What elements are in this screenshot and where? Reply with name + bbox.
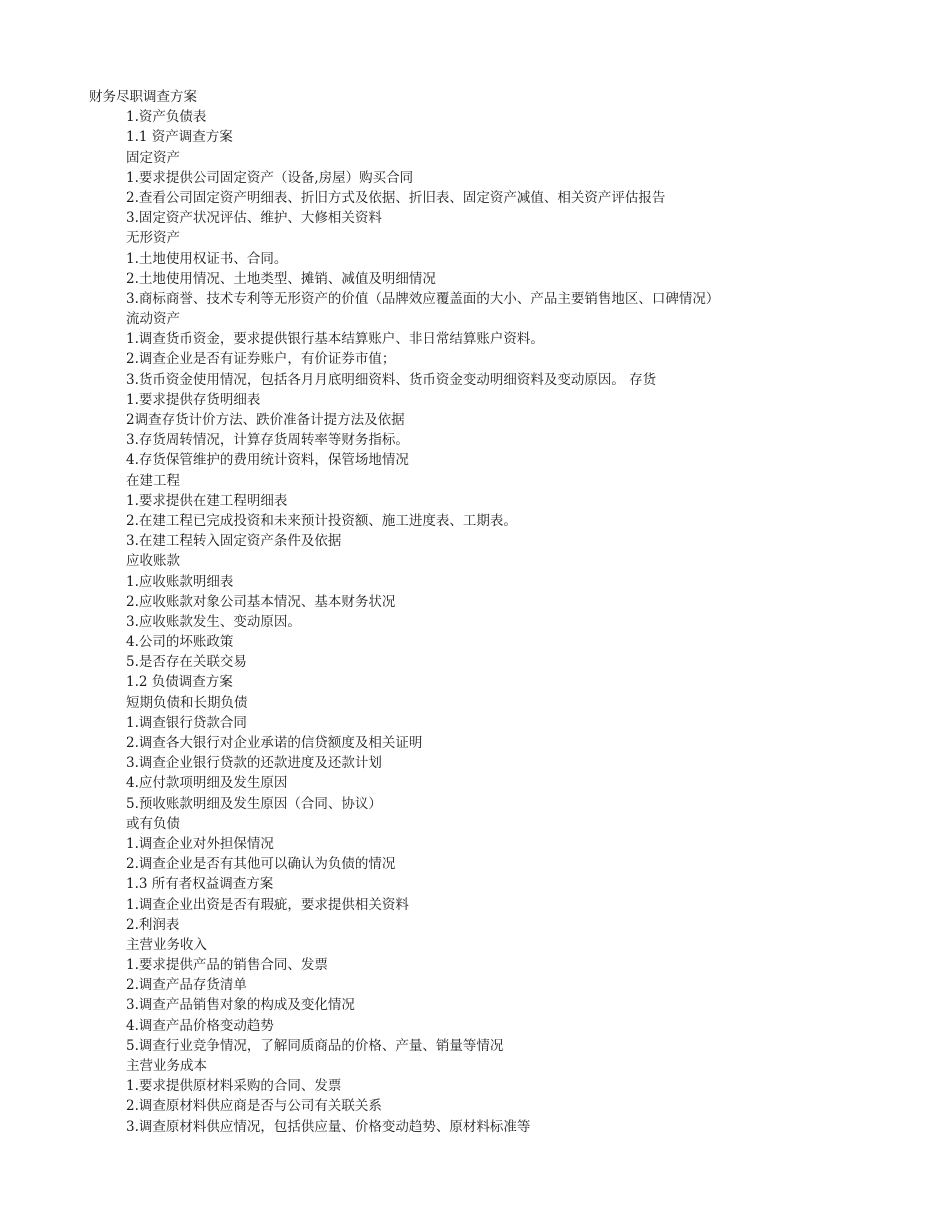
document-line: 4.应付款项明细及发生原因: [126, 775, 288, 792]
document-line: 或有负债: [126, 815, 180, 832]
document-line: 2.调查产品存货清单: [126, 977, 247, 994]
document-line: 3.应收账款发生、变动原因。: [126, 613, 301, 630]
document-line: 短期负债和长期负债: [126, 694, 248, 711]
document-line: 2.调查企业是否有其他可以确认为负债的情况: [126, 856, 396, 873]
document-line: 4.调查产品价格变动趋势: [126, 1017, 274, 1034]
document-line: 3.货币资金使用情况，包括各月月底明细资料、货币资金变动明细资料及变动原因。 存货: [126, 371, 657, 388]
document-line: 1.要求提供产品的销售合同、发票: [126, 957, 328, 974]
document-line: 5.预收账款明细及发生原因（合同、协议）: [126, 795, 382, 812]
document-line: 2.应收账款对象公司基本情况、基本财务状况: [126, 593, 396, 610]
document-line: 2.利润表: [126, 916, 180, 933]
document-line: 1.调查货币资金，要求提供银行基本结算账户、非日常结算账户资料。: [126, 331, 544, 348]
document-line: 固定资产: [126, 149, 180, 166]
document-line: 1.调查企业对外担保情况: [126, 835, 274, 852]
document-line: 1.要求提供存货明细表: [126, 391, 261, 408]
document-line: 5.是否存在关联交易: [126, 654, 247, 671]
document-body: [0, 87, 950, 1137]
document-line: 应收账款: [126, 553, 180, 570]
document-line: 2.调查企业是否有证券账户，有价证券市值；: [126, 351, 396, 368]
document-line: 1.应收账款明细表: [126, 573, 234, 590]
document-line: 3.调查原材料供应情况，包括供应量、价格变动趋势、原材料标准等: [126, 1118, 531, 1135]
document-line: 2调查存货计价方法、跌价准备计提方法及依据: [126, 412, 405, 428]
document-line: 5.调查行业竞争情况，了解同质商品的价格、产量、销量等情况: [126, 1037, 504, 1054]
document-line: 无形资产: [126, 230, 180, 247]
document-line: 2.在建工程已完成投资和未来预计投资额、施工进度表、工期表。: [126, 512, 517, 529]
document-line: 1.土地使用权证书、合同。: [126, 250, 288, 267]
document-line: 4.存货保管维护的费用统计资料，保管场地情况: [126, 452, 409, 469]
document-line: 1.调查企业出资是否有瑕疵，要求提供相关资料: [126, 896, 409, 913]
document-line: 主营业务成本: [126, 1058, 207, 1074]
document-line: 3.固定资产状况评估、维护、大修相关资料: [126, 210, 382, 227]
document-line: 1.3 所有者权益调查方案: [126, 876, 274, 893]
document-lines: [0, 107, 950, 1137]
document-line: 3.调查产品销售对象的构成及变化情况: [126, 997, 355, 1014]
document-line: 1.1 资产调查方案: [126, 129, 233, 146]
document-line: 主营业务收入: [126, 936, 207, 953]
document-line: 2.查看公司固定资产明细表、折旧方式及依据、折旧表、固定资产减值、相关资产评估报告: [126, 189, 666, 206]
document-line: 2.调查各大银行对企业承诺的信贷额度及相关证明: [126, 735, 423, 751]
document-line: 1.2 负债调查方案: [126, 674, 233, 691]
document-line: 3.在建工程转入固定资产条件及依据: [126, 533, 342, 550]
document-line: 1.资产负债表: [126, 109, 207, 126]
document-title: 财务尽职调查方案: [89, 89, 197, 105]
document-line: 流动资产: [126, 311, 180, 328]
document-line: 3.存货周转情况，计算存货周转率等财务指标。: [126, 432, 409, 449]
document-line: 2.土地使用情况、土地类型、摊销、减值及明细情况: [126, 270, 436, 287]
document-line: 1.调查银行贷款合同: [126, 714, 247, 731]
document-line: 1.要求提供公司固定资产（设备,房屋）购买合同: [126, 169, 414, 186]
document-line: 3.商标商誉、技术专利等无形资产的价值（品牌效应覆盖面的大小、产品主要销售地区、口碑情况）: [126, 290, 720, 307]
document-line: 1.要求提供在建工程明细表: [126, 492, 288, 509]
document-line: 2.调查原材料供应商是否与公司有关联关系: [126, 1098, 382, 1115]
document-line: 4.公司的坏账政策: [126, 634, 234, 651]
document-line: 1.要求提供原材料采购的合同、发票: [126, 1078, 342, 1095]
document-line: 在建工程: [126, 472, 180, 489]
document-line: 3.调查企业银行贷款的还款进度及还款计划: [126, 755, 382, 772]
